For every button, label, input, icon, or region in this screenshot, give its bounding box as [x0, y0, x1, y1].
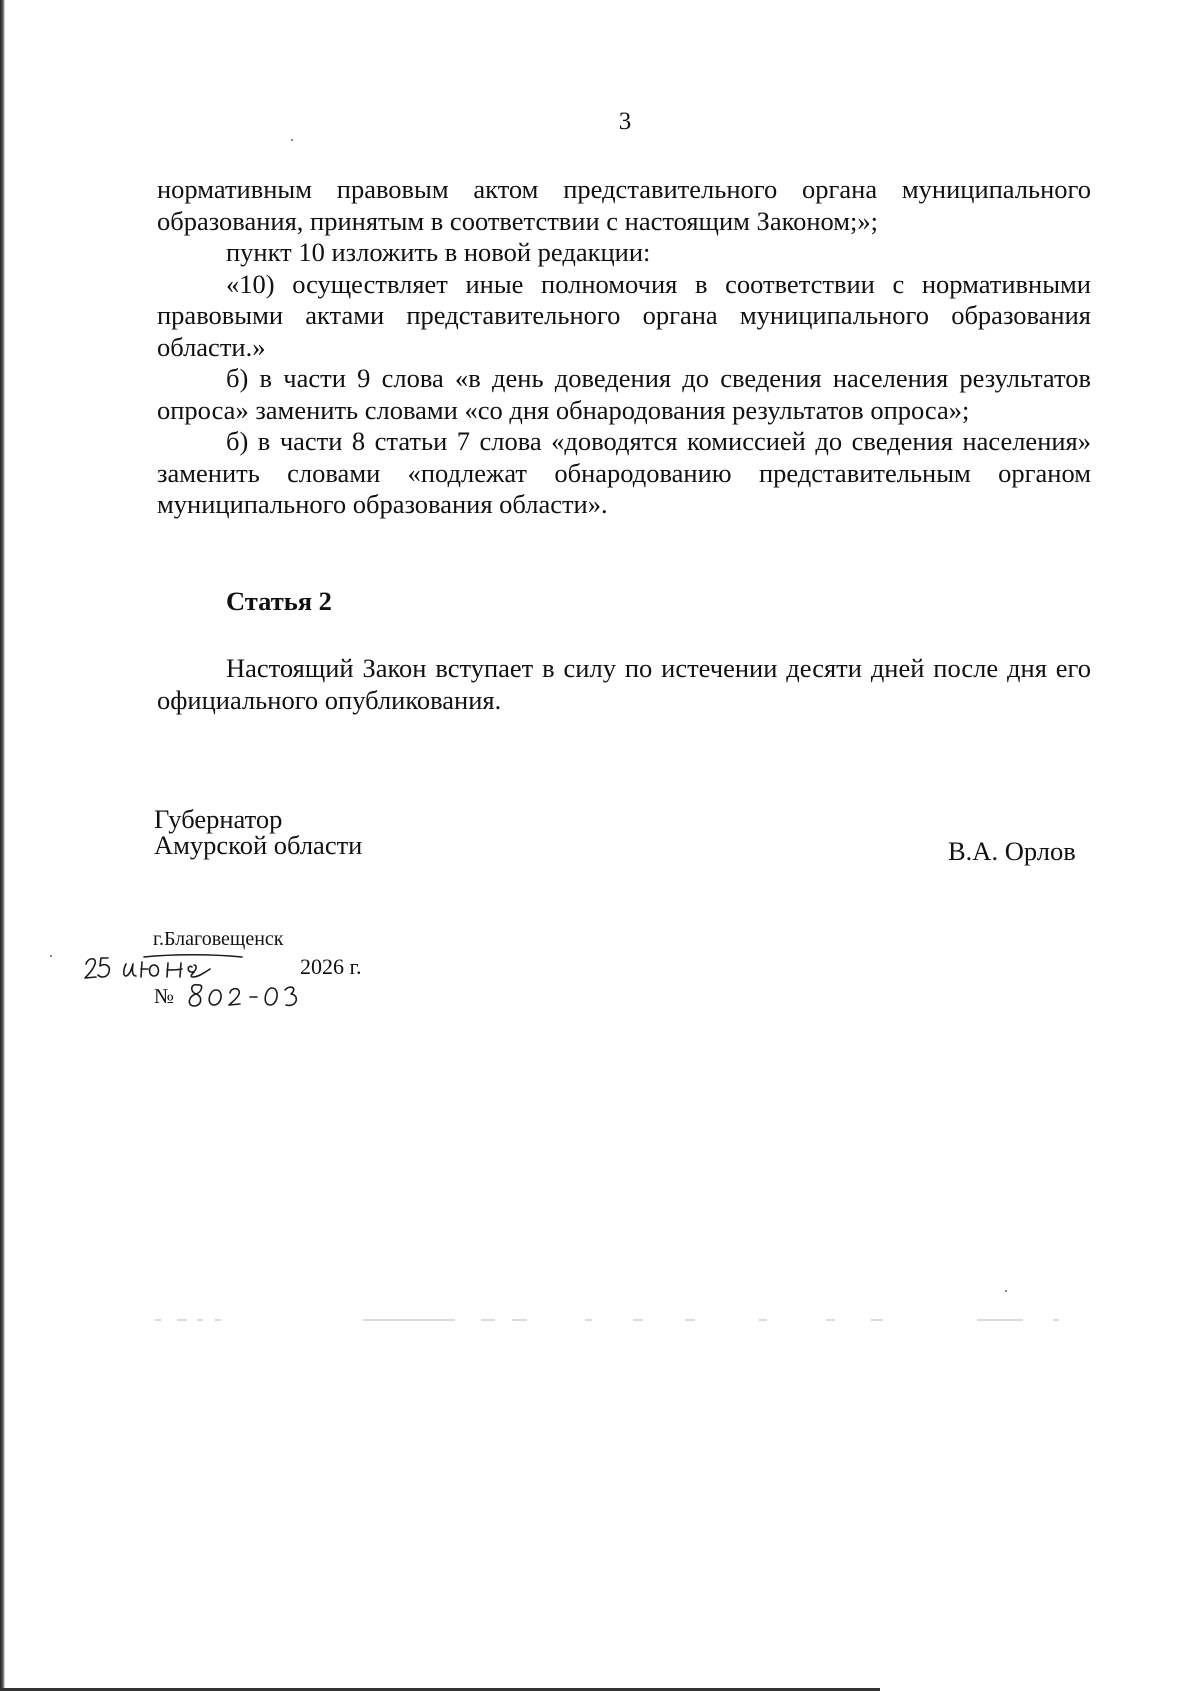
paragraph-point-10-text: «10) осуществляет иные полномочия в соответствии с нормативными правовыми актами представительного органа муниципального образования области.»: [157, 268, 1091, 362]
handwritten-number: [184, 975, 302, 1015]
article-2-text: Настоящий Закон вступает в силу по истечении десяти дней после дня его официального опубликования.: [157, 653, 1091, 715]
document-number-label: №: [154, 984, 175, 1008]
page-number: 3: [618, 108, 632, 135]
scan-edge-left: [0, 0, 5, 1691]
signature-role-line-1: Губернатор: [154, 804, 283, 834]
scan-speck: [291, 139, 293, 141]
paragraph-point-10-intro: пункт 10 изложить в новой редакции:: [226, 237, 651, 267]
signature-role: [154, 806, 362, 858]
article-heading: Статья 2: [226, 586, 332, 616]
paragraph-part-9: б) в части 9 слова «в день доведения до сведения населения результатов опроса» заменить словами «со дня обнародования результатов опроса»;: [157, 363, 1091, 425]
issuance-year: 2026 г.: [300, 954, 362, 979]
law-body-text: [157, 174, 1091, 521]
paragraph-continuation: нормативным правовым актом представительного органа муниципального образования, принятым в соответствии с настоящим Законом;»;: [157, 174, 1091, 236]
issuance-place: г.Благовещенск: [153, 928, 284, 950]
scan-artifact-line: [155, 1318, 1105, 1322]
signature-role-line-2: Амурской области: [154, 830, 363, 860]
scan-speck: [50, 955, 52, 957]
paragraph-part-8-article-7: б) в части 8 статьи 7 слова «доводятся комиссией до сведения населения» заменить словами «подлежат обнародованию представительным органом муниципального образования области».: [157, 426, 1091, 519]
signatory-name: В.А. Орлов: [948, 836, 1076, 866]
scan-speck: [1005, 1290, 1007, 1292]
